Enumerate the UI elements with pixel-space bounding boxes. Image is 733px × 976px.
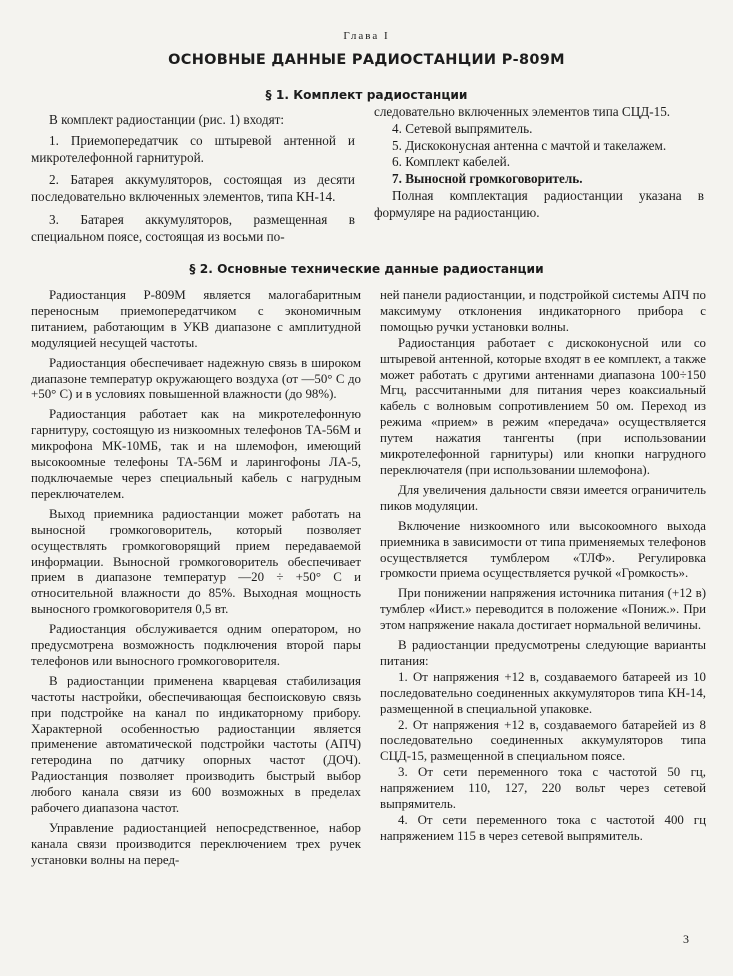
paragraph: 4. От сети переменного тока с частотой 400 гц напряжением 115 в через сетевой выпрямитель. (380, 813, 706, 843)
paragraph: При понижении напряжения источника питания (+12 в) тумблер «Иист.» переводится в положение «Пониж.». При этом напряжение накала достигает нормальной величины. (380, 586, 706, 633)
paragraph: 2. От напряжения +12 в, создаваемого батарейей из 8 последовательно соединенных аккумуляторов типа СЦД-15, размещенной в специальном поясе. (380, 717, 706, 764)
paragraph: 7. Выносной громкоговоритель. (392, 171, 583, 187)
section-1-left-column (31, 112, 355, 246)
paragraph: 1. От напряжения +12 в, создаваемого батареей из 10 последовательно соединенных аккумуляторов типа КН-14, размещенной в специальной упаковке. (380, 669, 706, 716)
paragraph: В радиостанции применена кварцевая стабилизация частоты настройки, обеспечивающая беспоисковую связь при подстройке на канал по индикаторному прибору. Характерной особенностью радиостанции является применение автоматической подстройки частоты (АПЧ) гетеродина по датчику опорных частот (ДОЧ). Радиостанция позволяет производить быстрый выбор любого канала связи из 600 возможных в пределах рабочего диапазона частот. (31, 673, 361, 816)
section-1-heading: § 1. Комплект радиостанции (265, 88, 468, 102)
paragraph: Радиостанция работает с дискоконусной или со штыревой антенной, которые входят в ее комплект, а также может работать с другими антеннами диапазона 100÷150 Мгц, рассчитанными для питания через коаксиальный кабель с волновым сопротивлением 50 ом. Переход из режима «прием» в режим «передача» осуществляется путем нажатия тангенты (при использовании микротелефонной гарнитуры) или кнопки нагрудного переключателя (при использовании шлемофона). (380, 335, 706, 477)
paragraph: Полная комплектация радиостанции указана в формуляре на радиостанцию. (374, 187, 704, 220)
paragraph: ней панели радиостанции, и подстройкой системы АПЧ по максимуму отклонения индикаторного прибора с помощью ручки установки волны. (380, 288, 706, 334)
paragraph: 3. От сети переменного тока с частотой 50 гц, напряжением 110, 127, 220 вольт через сетевой выпрямитель. (380, 765, 706, 812)
paragraph: Радиостанция работает как на микротелефонную гарнитуру, состоящую из низкоомных телефонов ТА-56М и микрофона МК-10МБ, так и на шлемофон, имеющий высокоомные телефоны ТА-56М и ларингофоны ЛА-5, подключаемые через специальный кабель с нагрудным переключателем. (31, 407, 361, 501)
paragraph: 6. Комплект кабелей. (392, 154, 511, 170)
paragraph: Для увеличения дальности связи имеется ограничитель пиков модуляции. (380, 482, 706, 513)
paragraph: 4. Сетевой выпрямитель. (392, 120, 533, 136)
section-2-right-column (380, 288, 706, 845)
paragraph: В комплект радиостанции (рис. 1) входят: (49, 112, 285, 127)
paragraph: Радиостанция обеспечивает надежную связь в широком диапазоне температур окружающего воздуха (от —50° С до +50° С) и в условиях повышенной влажности (до 98%). (31, 355, 361, 402)
section-2-heading: § 2. Основные технические данные радиостанции (189, 262, 544, 276)
chapter-label: Глава I (343, 30, 390, 42)
section-2-left-column (31, 288, 361, 869)
paragraph: В радиостанции предусмотрены следующие варианты питания: (380, 638, 706, 668)
paragraph: Выход приемника радиостанции может работать на выносной громкоговоритель, который позволяет осуществлять громкоговорящий прием передаваемой информации. Выносной громкоговоритель обеспечивает прием в диапазоне температур —20 ÷ +50° С и относительной влажности до 85%. Выходная мощность выносного громкоговорителя 0,5 вт. (31, 506, 361, 617)
paragraph: 1. Приемопередатчик со штыревой антенной и микротелефонной гарнитурой. (31, 132, 355, 165)
paragraph: 2. Батарея аккумуляторов, состоящая из десяти последовательно включенных элементов, типа КН-14. (31, 172, 355, 205)
page-title: ОСНОВНЫЕ ДАННЫЕ РАДИОСТАНЦИИ Р-809М (168, 52, 565, 68)
page-number: 3 (683, 932, 689, 946)
paragraph: 5. Дискоконусная антенна с мачтой и такелажем. (392, 137, 667, 153)
section-1-right-column (374, 104, 704, 222)
paragraph: Радиостанция Р-809М является малогабаритным переносным приемопередатчиком с экономичным питанием, работающим в УКВ диапазоне с амплитудной модуляцией несущей частоты. (31, 288, 361, 350)
paragraph: Управление радиостанцией непосредственное, набор канала связи производится переключением трех ручек установки волны на перед- (31, 821, 361, 867)
paragraph: 3. Батарея аккумуляторов, размещенная в специальном поясе, состоящая из восьми по- (31, 211, 355, 244)
paragraph: Радиостанция обслуживается одним оператором, но предусмотрена возможность подключения второй пары телефонов или выносного громкоговорителя. (31, 622, 361, 668)
paragraph: следовательно включенных элементов типа СЦД-15. (374, 104, 671, 119)
paragraph: Включение низкоомного или высокоомного выхода приемника в зависимости от типа применяемых телефонов осуществляется тумблером «ТЛФ». Регулировка громкости приема осуществляется ручкой «Громкость». (380, 518, 706, 581)
